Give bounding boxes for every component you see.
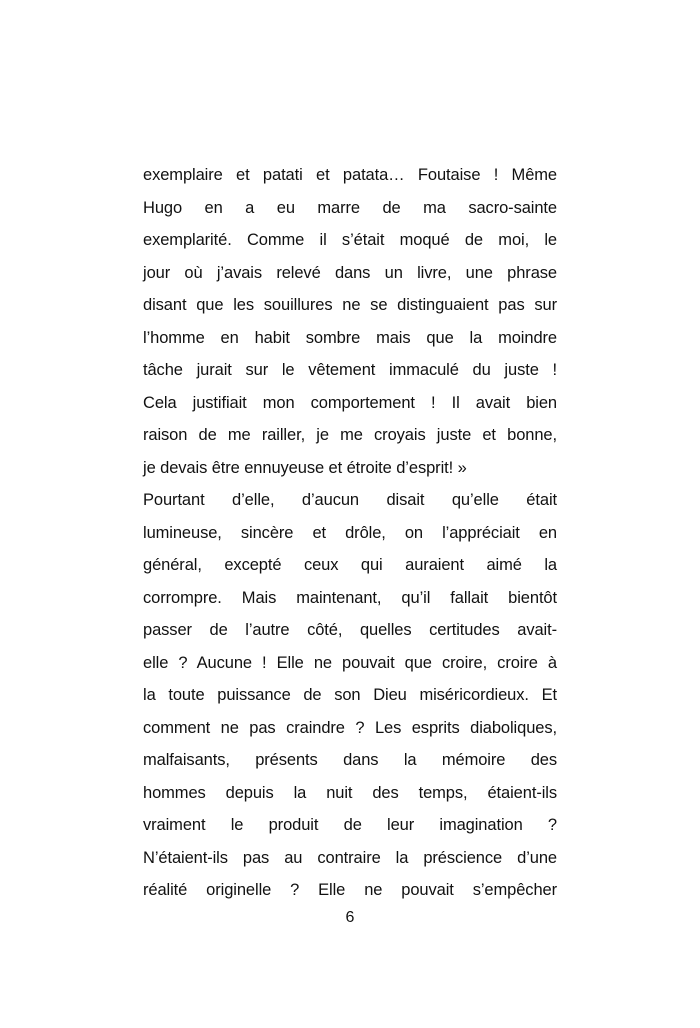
text-line: lumineuse, sincère et drôle, on l’appréciait en xyxy=(143,523,557,542)
text-line: comment ne pas craindre ? Les esprits diaboliques, xyxy=(143,718,557,737)
text-line: exemplarité. Comme il s’était moqué de moi, le xyxy=(143,231,557,249)
text-line: raison de me railler, je me croyais juste et bonne, xyxy=(143,426,557,444)
text-line: N’étaient-ils pas au contraire la préscience d’une xyxy=(143,848,557,867)
paragraph-2 xyxy=(143,484,557,907)
text-line: vraiment le produit de leur imagination ? xyxy=(143,816,557,834)
text-line: la toute puissance de son Dieu miséricordieux. Et xyxy=(143,686,557,704)
text-line: elle ? Aucune ! Elle ne pouvait que croire, croire à xyxy=(143,653,557,672)
text-line: Cela justifiait mon comportement ! Il avait bien xyxy=(143,393,557,412)
text-line: exemplaire et patati et patata… Foutaise ! Même xyxy=(143,166,557,184)
text-line: je devais être ennuyeuse et étroite d’esprit! » xyxy=(143,458,467,477)
text-line: corrompre. Mais maintenant, qu’il fallait bientôt xyxy=(143,588,557,607)
page-number: 6 xyxy=(345,909,355,926)
text-line: général, excepté ceux qui auraient aimé la xyxy=(143,556,557,574)
text-line: Pourtant d’elle, d’aucun disait qu’elle était xyxy=(143,491,557,509)
text-line: tâche jurait sur le vêtement immaculé du juste ! xyxy=(143,361,557,379)
paragraph-1 xyxy=(143,159,557,484)
text-line: l’homme en habit sombre mais que la moindre xyxy=(143,328,557,347)
text-line: passer de l’autre côté, quelles certitudes avait- xyxy=(143,621,557,639)
text-line: réalité originelle ? Elle ne pouvait s’empêcher xyxy=(143,881,557,899)
text-line: disant que les souillures ne se distinguaient pas sur xyxy=(143,296,557,314)
text-line: jour où j’avais relevé dans un livre, une phrase xyxy=(143,263,557,282)
text-line: Hugo en a eu marre de ma sacro-sainte xyxy=(143,198,557,217)
text-line: malfaisants, présents dans la mémoire des xyxy=(143,751,557,769)
text-line: hommes depuis la nuit des temps, étaient-ils xyxy=(143,783,557,802)
